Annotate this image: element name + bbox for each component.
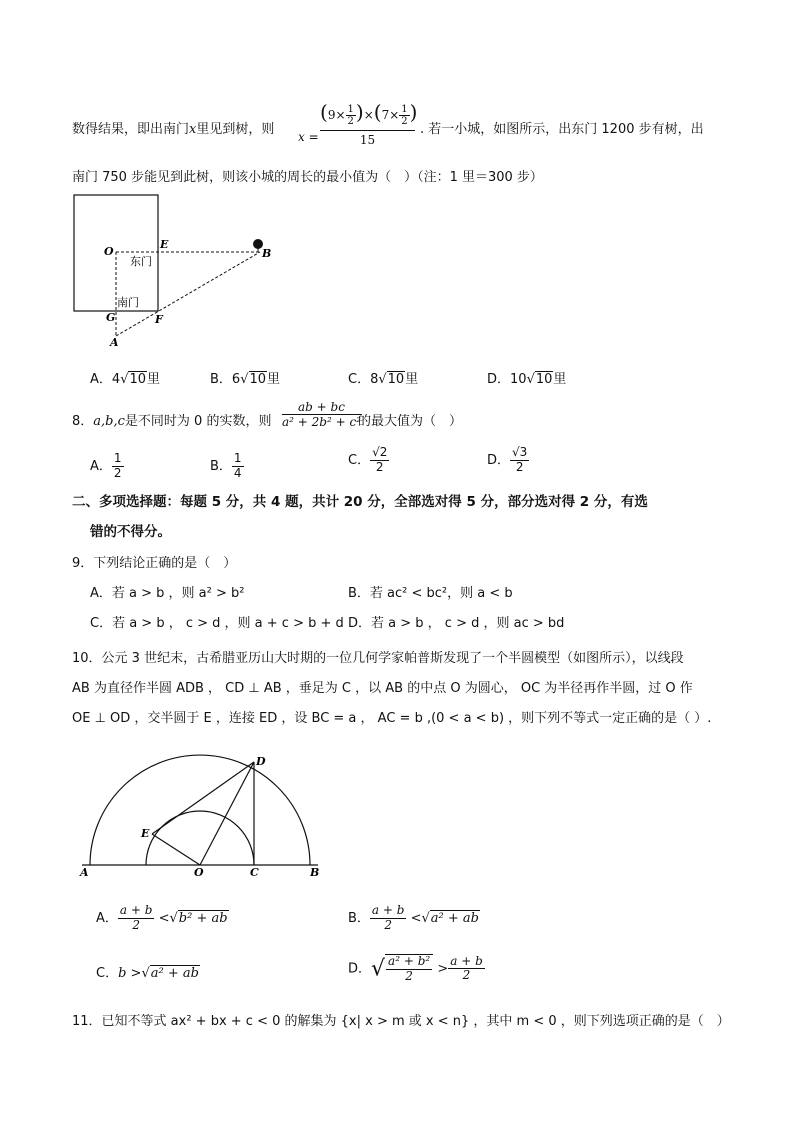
q8-fraction [282,400,361,429]
q7-num-b: 7× [381,108,400,122]
q7-opt-d-rad: 10 [535,372,553,387]
q8-opt-a-label: A． [90,458,112,474]
q7-opt-a-label: A． [90,372,112,387]
q10-opt-d-rad-den: 2 [405,968,413,983]
line-ED [152,762,254,834]
q10-option-b: B． $\frac{a + b}{2}$ <√a² + ab [348,903,479,932]
q7-city-figure [60,188,290,350]
q7-opt-d-label: D． [487,372,511,387]
q8-opt-d-label: D． [487,452,511,468]
label-O: O [194,866,204,879]
q10-opt-a-rel: < [158,910,170,926]
q10-opt-a-den: 2 [132,917,140,932]
small-semicircle [146,811,254,865]
q7-formula-denominator: 15 [359,132,376,147]
q8-option-d [487,446,529,475]
q7-opt-c-coef: 8 [370,372,379,387]
q8-option-a [90,452,124,481]
q10-line2: AB 为直径作半圆 ADB ， CD ⊥ AB ，垂足为 C ，以 AB 的中点 O 为圆心， OC 为半径再作半圆，过 O 作 [72,681,693,696]
q8-frac-den: a² + 2b² + c² [282,415,361,429]
label-F: F [155,313,163,326]
q7-option-c: C．8√10里 [348,372,419,387]
q10-opt-b-den: 2 [384,917,392,932]
q8-opt-c-n: √2 [372,445,388,459]
q10-opt-d-den: 2 [462,968,471,983]
line-OE [152,834,200,865]
q10-opt-d-rad-num: a² + b² [388,954,431,968]
label-A: A [110,336,119,349]
q10-opt-b-rel: < [410,910,422,926]
q7-opt-a-rad: 10 [129,372,147,387]
q7-var-x: x [189,122,197,137]
q7-opt-b-rad: 10 [249,372,267,387]
q10-opt-c-lhs: b > [118,966,142,981]
q8-opt-a-d: 2 [113,465,122,480]
label-B: B [262,247,272,260]
q7-opt-b-label: B． [210,372,232,387]
q10-opt-a-rad: b² + ab [178,910,228,926]
q7-formula-numerator: (9× $\frac{1}{2}$ )×(7× $\frac{1}{2}$ ) [320,100,415,131]
q7-opt-d-coef: 10 [510,372,527,387]
q8-option-b [210,452,244,481]
q10-opt-d-rel: > [437,961,449,977]
q8-opt-b-n: 1 [233,451,242,465]
q10-opt-b-num: a + b [371,903,405,917]
line-OD [200,762,254,865]
q10-opt-d-label: D． [348,961,372,977]
q9-option-b: B．若 ac² < bc²，则 a < b [348,586,513,601]
half-num-2: 1 [401,103,408,115]
q8-option-c [348,446,389,475]
q7-formula-lhs: x = [298,130,319,144]
q7-formula [298,100,319,144]
q8-vars: a,b,c [93,414,125,429]
q8-text-b: 的最大值为（ ） [358,414,463,429]
q8-opt-b-label: B． [210,458,232,474]
label-E: E [160,238,169,251]
q10-opt-b-label: B． [348,910,370,926]
q8-opt-b-d: 4 [233,465,242,480]
label-south-gate: 南门 [117,296,139,309]
q8-opt-a-n: 1 [113,451,122,465]
q7-opt-b-unit: 里 [267,372,281,387]
q10-semicircle-figure [72,748,332,880]
q8-opt-d-n: √3 [512,445,528,459]
label-E: E [141,827,150,840]
q7-line1-text-a: 数得结果，即出南门 [72,122,190,137]
q7-opt-c-rad: 10 [387,372,405,387]
half-den: 2 [347,116,354,127]
q10-opt-a-num: a + b [119,903,153,917]
q10-opt-d-num: a + b [450,953,483,968]
q10-opt-b-rad: a² + ab [430,910,479,926]
label-B: B [310,866,320,879]
q7-opt-a-coef: 4 [111,372,121,387]
q8-text-a: 是不同时为 0 的实数，则 [124,414,272,429]
q7-option-d: D．10√10里 [487,372,567,387]
q8-frac-num: ab + bc [282,400,361,415]
q9-option-a: A．若 a > b ，则 a² > b² [90,586,245,601]
q10-line3: OE ⊥ OD ，交半圆于 E ，连接 ED ，设 BC = a ， AC = b ,(0 < a < b) ，则下列不等式一定正确的是（ ）. [72,711,712,726]
q10-option-d: D．√ $\frac{\text{a² + b²}}{2}$ > $\frac{a + b}{2}$ [348,953,483,983]
q7-option-b: B．6√10里 [210,372,281,387]
q10-opt-c-label: C． [96,966,119,981]
label-A: A [80,866,89,879]
q7-opt-c-unit: 里 [405,372,419,387]
q7-formula-frac [320,100,418,147]
q10-option-c: C．b >√a² + ab [96,966,199,981]
q7-option-a: A．4√10里 [90,372,161,387]
q10-option-a: A． $\frac{a + b}{2}$ <√b² + ab [96,903,228,932]
q7-opt-a-unit: 里 [147,372,161,387]
q7-num-a: 9× [327,108,346,122]
q8-num: 8． [72,414,94,429]
q8-stem [72,410,271,429]
label-C: C [250,866,259,879]
q9-option-d: D．若 a > b ， c > d ，则 ac > bd [348,616,565,631]
q8-opt-d-d: 2 [515,459,524,474]
q7-line1-text-c: . 若一小城，如图所示，出东门 1200 步有树，出 [420,122,704,137]
half-num: 1 [347,103,354,115]
q7-opt-d-unit: 里 [553,372,567,387]
section2-heading-line1: 二、多项选择题：每题 5 分，共 4 题，共计 20 分，全部选对得 5 分，部分选对得 2 分，有选 [72,494,648,510]
q10-opt-a-label: A． [96,910,118,926]
q7-line1-text-b: 里见到树，则 [196,122,275,137]
q10-line1: 10．公元 3 世纪末，古希腊亚历山大时期的一位几何学家帕普斯发现了一个半圆模型（如图所示），以线段 [72,651,684,666]
half-den-2: 2 [401,116,408,127]
q8-opt-c-label: C． [348,452,371,468]
label-east-gate: 东门 [130,255,152,268]
q7-line2: 南门 750 步能见到此树，则该小城的周长的最小值为（ ）（注：1 里＝300 步） [72,170,543,185]
q11-stem: 11．已知不等式 ax² + bx + c < 0 的解集为 {x| x > m 或 x < n} ，其中 m < 0 ，则下列选项正确的是（ ） [72,1014,730,1029]
q7-line1 [72,118,274,137]
q8-opt-c-d: 2 [375,459,384,474]
label-G: G [106,311,116,324]
big-semicircle-ADB [90,755,310,865]
q10-opt-c-rad: a² + ab [150,966,199,981]
q7-opt-b-coef: 6 [231,372,241,387]
label-O: O [104,245,114,258]
q9-option-c: C．若 a > b ， c > d ，则 a + c > b + d [90,616,344,631]
label-D: D [256,755,266,768]
section2-heading-line2: 错的不得分。 [90,524,171,540]
q7-opt-c-label: C． [348,372,371,387]
q9-stem: 9．下列结论正确的是（ ） [72,556,237,571]
